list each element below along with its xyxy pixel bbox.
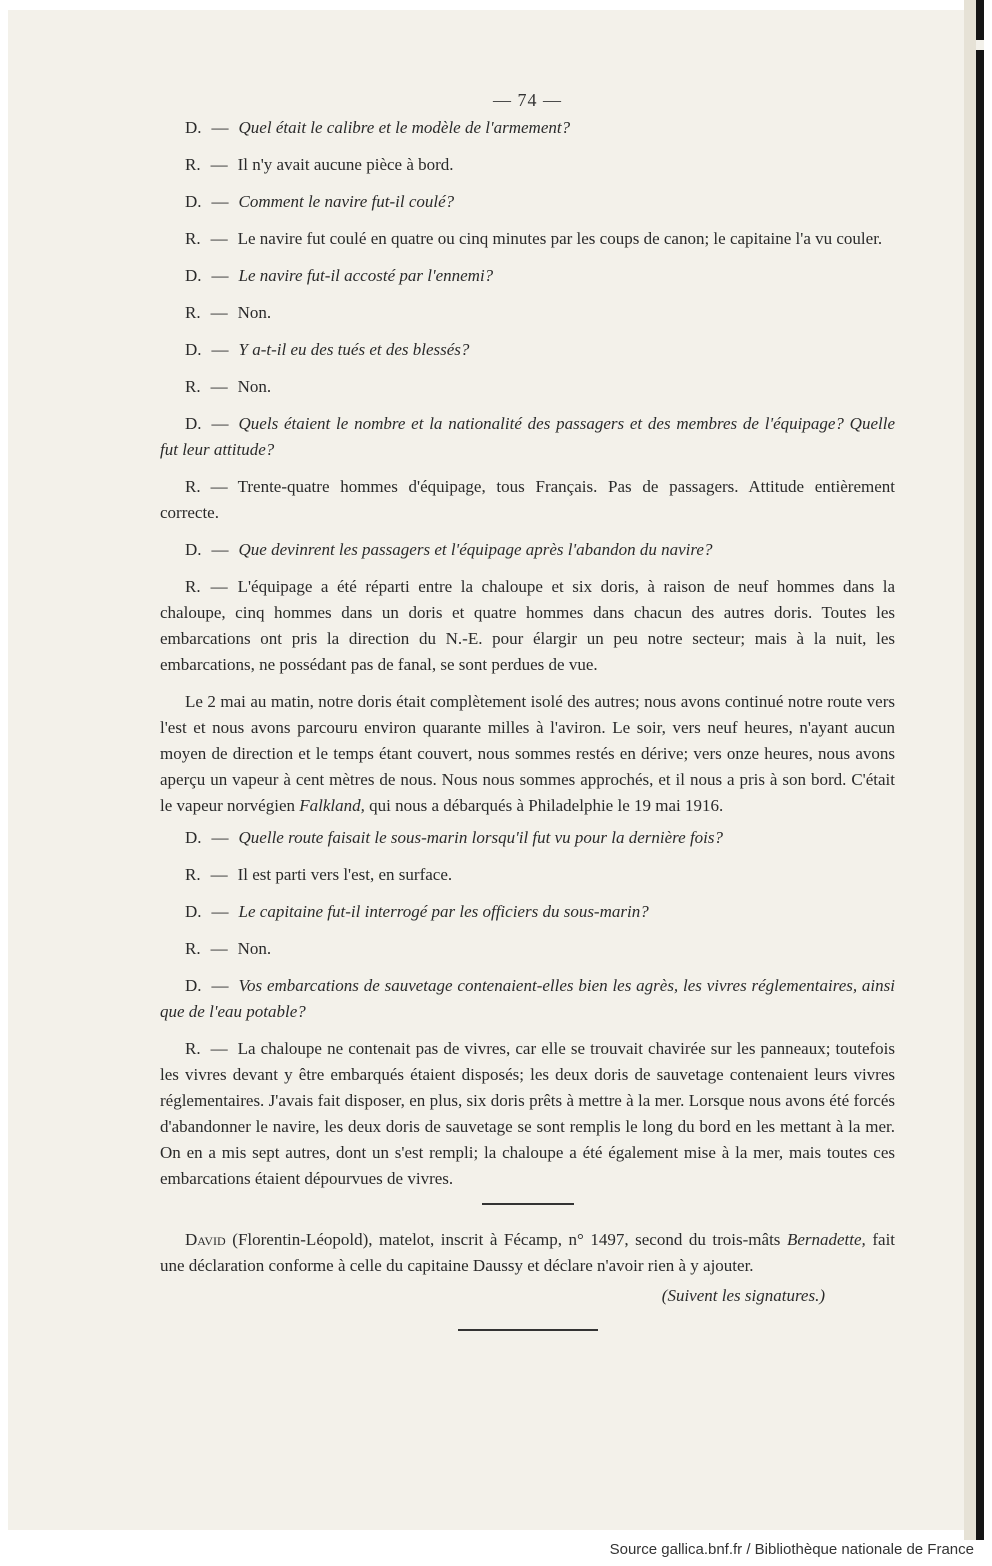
paragraph-text: Le 2 mai au matin, notre doris était complètement isolé des autres; nous avons continué notre route vers l'est et nous avons parcouru environ quarante milles à l'aviron. Le soir, vers neuf heures, n'ayant aucun moyen de direction et le temps étant couvert, nous sommes restés en dérive; vers onze heures, nous avons aperçu un vapeur à cent mètres de nous. Nous nous sommes approchés, et il nous a pris à son bord. C'était le vapeur norvégien <box>160 692 895 815</box>
declaration-text: (Florentin-Léopold), matelot, inscrit à Fécamp, n° 1497, second du trois-mâts <box>232 1230 781 1249</box>
answer-line <box>160 374 895 400</box>
question-line <box>160 973 895 1025</box>
answer-line <box>160 1036 895 1192</box>
em-dash: — <box>210 229 228 248</box>
em-dash: — <box>211 414 229 433</box>
answer-text: Non. <box>237 377 272 396</box>
speaker-mark: D. <box>185 976 202 995</box>
question-line <box>160 899 895 925</box>
question-line <box>160 337 895 363</box>
em-dash: — <box>211 266 229 285</box>
answer-line <box>160 936 895 962</box>
speaker-mark: D. <box>185 192 202 211</box>
speaker-mark: R. <box>185 865 201 884</box>
question-text: Le capitaine fut-il interrogé par les officiers du sous-marin? <box>238 902 649 921</box>
em-dash: — <box>210 577 228 596</box>
question-text: Que devinrent les passagers et l'équipage après l'abandon du navire? <box>238 540 713 559</box>
document-body <box>160 90 895 1331</box>
question-text: Quelle route faisait le sous-marin lorsqu'il fut vu pour la dernière fois? <box>238 828 724 847</box>
em-dash: — <box>211 902 229 921</box>
declaration-text: fait une déclaration conforme à celle du capitaine Daussy et déclare n'avoir rien à y ajouter. <box>160 1230 896 1275</box>
answer-text: Le navire fut coulé en quatre ou cinq minutes par les coups de canon; le capitaine l'a vu couler. <box>237 229 883 248</box>
answer-text: L'équipage a été réparti entre la chaloupe et six doris, à raison de neuf hommes dans la chaloupe, cinq hommes dans un doris et quatre hommes dans chacun des autres doris. Toutes les embarcations ont pris la direction du N.-E. pour élargir un peu notre secteur; mais à la nuit, les embarcations, ne possédant pas de fanal, se sont perdues de vue. <box>160 577 895 674</box>
question-text: Quels étaient le nombre et la nationalité des passagers et des membres de l'équipage? Quelle fut leur attitude? <box>160 414 895 459</box>
end-rule <box>458 1329 598 1331</box>
question-line <box>160 825 895 851</box>
answer-line <box>160 862 895 888</box>
em-dash: — <box>210 865 228 884</box>
answer-line <box>160 226 895 252</box>
em-dash: — <box>211 976 229 995</box>
em-dash: — <box>210 155 228 174</box>
qa-section-2 <box>160 825 895 1192</box>
page-number: — 74 — <box>493 90 562 110</box>
em-dash: — <box>210 377 228 396</box>
question-line <box>160 411 895 463</box>
em-dash: — <box>210 1039 228 1058</box>
em-dash: — <box>210 939 228 958</box>
section-separator <box>482 1203 574 1205</box>
paragraph-text: qui nous a débarqués à Philadelphie le 19 mai 1916. <box>369 796 724 815</box>
speaker-mark: D. <box>185 540 202 559</box>
speaker-mark: D. <box>185 118 202 137</box>
answer-text: Trente-quatre hommes d'équipage, tous Français. Pas de passagers. Attitude entièrement correcte. <box>160 477 895 522</box>
speaker-mark: R. <box>185 229 201 248</box>
paragraph-mai <box>160 689 895 819</box>
speaker-mark: D. <box>185 902 202 921</box>
scan-border <box>976 0 984 1540</box>
question-text: Comment le navire fut-il coulé? <box>238 192 455 211</box>
question-line <box>160 189 895 215</box>
speaker-mark: R. <box>185 577 201 596</box>
em-dash: — <box>210 303 228 322</box>
speaker-mark: R. <box>185 377 201 396</box>
speaker-mark: R. <box>185 477 201 496</box>
question-line <box>160 263 895 289</box>
question-line <box>160 537 895 563</box>
em-dash: — <box>211 828 229 847</box>
speaker-mark: R. <box>185 1039 201 1058</box>
speaker-mark: D. <box>185 340 202 359</box>
speaker-mark: D. <box>185 266 202 285</box>
speaker-mark: D. <box>185 828 202 847</box>
question-text: Quel était le calibre et le modèle de l'armement? <box>238 118 571 137</box>
speaker-mark: R. <box>185 939 201 958</box>
david-declaration <box>160 1227 895 1279</box>
em-dash: — <box>210 477 228 496</box>
speaker-mark: R. <box>185 155 201 174</box>
speaker-mark: D. <box>185 414 202 433</box>
answer-text: Il est parti vers l'est, en surface. <box>237 865 453 884</box>
person-name: David <box>185 1230 226 1249</box>
question-text: Y a-t-il eu des tués et des blessés? <box>238 340 470 359</box>
answer-line <box>160 300 895 326</box>
question-text: Le navire fut-il accosté par l'ennemi? <box>238 266 494 285</box>
answer-text: La chaloupe ne contenait pas de vivres, car elle se trouvait chavirée sur les panneaux; toutefois les vivres devant y être embarqués étaient disposés; les deux doris de sauvetage contenaient leurs vivres réglementaires. J'avais fait disposer, en plus, six doris prêts à mettre à la mer. Lorsque nous avons été forcés d'abandonner le navire, les deux doris de sauvetage se sont remplis le long du bord en les mettant à la mer. On en a mis sept autres, dont un s'est rempli; la chaloupe a été également mise à la mer, mais toutes ces embarcations étaient dépourvues de vivres. <box>160 1039 895 1188</box>
ship-name: Falkland, <box>299 796 365 815</box>
qa-section-1 <box>160 115 895 678</box>
page-edge <box>964 0 976 1540</box>
question-line <box>160 115 895 141</box>
em-dash: — <box>211 340 229 359</box>
answer-text: Non. <box>237 303 272 322</box>
question-text: Vos embarcations de sauvetage contenaient-elles bien les agrès, les vivres réglementaires, ainsi que de l'eau potable? <box>160 976 895 1021</box>
source-footer: Source gallica.bnf.fr / Bibliothèque nationale de France <box>609 1541 974 1558</box>
answer-line <box>160 574 895 678</box>
scan-border-gap <box>976 40 984 50</box>
em-dash: — <box>211 540 229 559</box>
answer-text: Il n'y avait aucune pièce à bord. <box>237 155 454 174</box>
answer-text: Non. <box>237 939 272 958</box>
answer-line <box>160 152 895 178</box>
em-dash: — <box>211 192 229 211</box>
em-dash: — <box>211 118 229 137</box>
speaker-mark: R. <box>185 303 201 322</box>
ship-name: Bernadette, <box>786 1230 866 1249</box>
signatures-note: (Suivent les signatures.) <box>661 1286 825 1305</box>
answer-line <box>160 474 895 526</box>
